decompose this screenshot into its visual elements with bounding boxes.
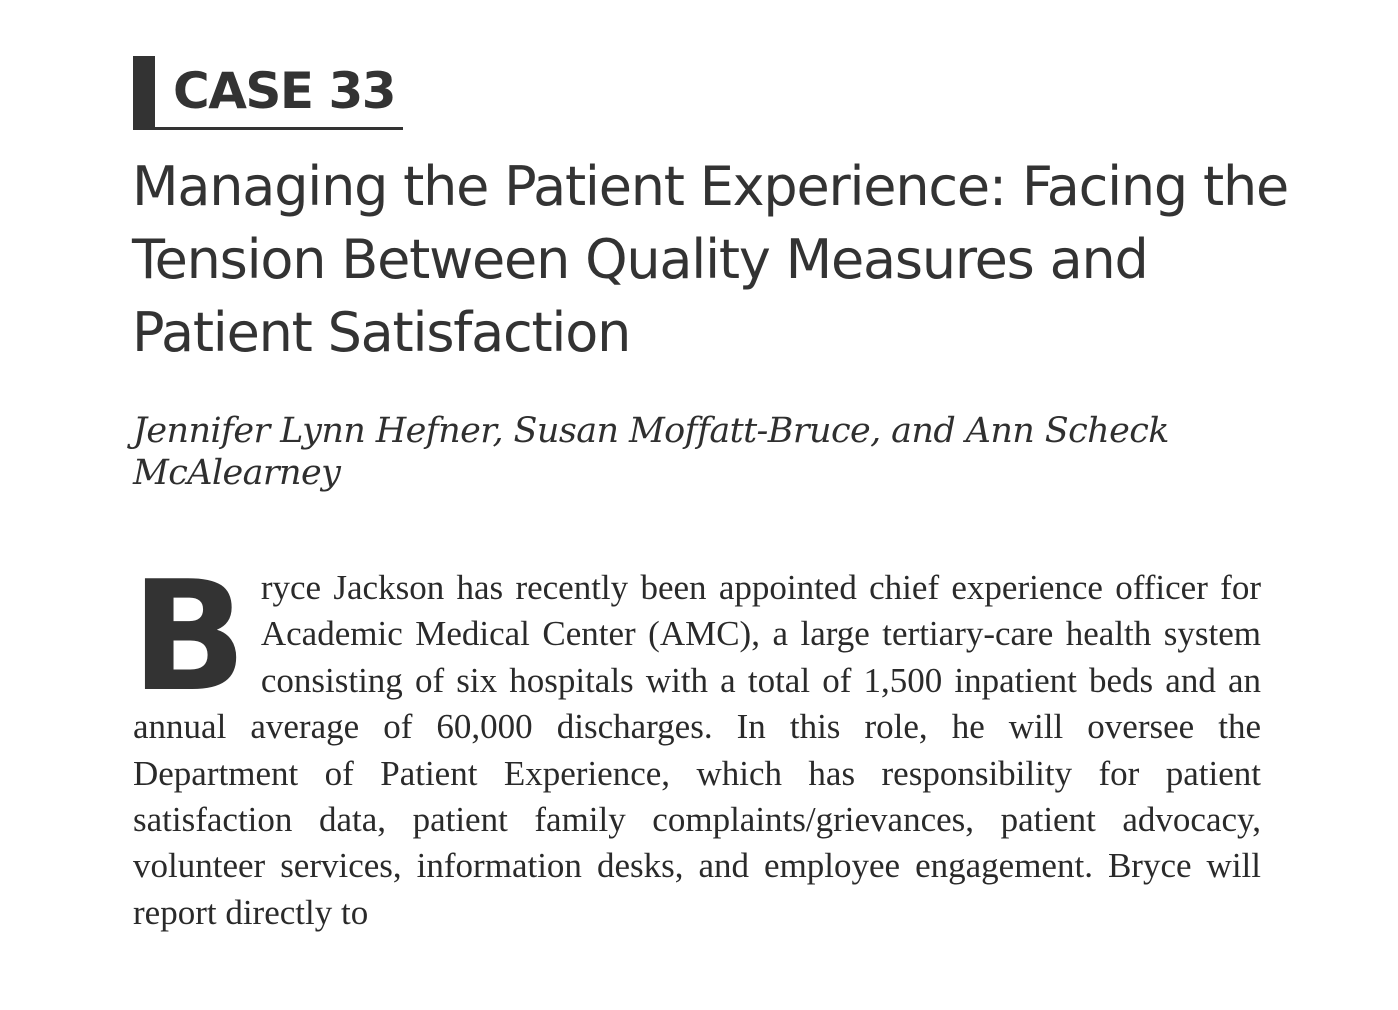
case-label-underline	[133, 127, 403, 130]
case-title: Managing the Patient Experience: Facing the Tension Between Quality Measures and Patient Satisfaction	[132, 155, 1288, 364]
case-number: CASE 33	[173, 62, 396, 120]
author-list: Jennifer Lynn Hefner, Susan Moffatt-Bruce, and Ann Scheck McAlearney	[133, 411, 1169, 493]
body-text: ryce Jackson has recently been appointed chief experience officer for Academic Medical Center (AMC), a large tertiary-care health system consisting of six hospitals with a total of 1,500 inpatient beds and an annual average of 60,000 discharges. In this role, he will oversee the Department of Patient Experience, which has responsibility for patient satisfaction data, patient family complaints/grievances, patient advocacy, volunteer services, information desks, and employee engagement. Bryce will report directly to	[133, 568, 1261, 932]
case-label-bar	[133, 56, 155, 128]
case-label	[133, 52, 403, 130]
body-paragraph	[131, 548, 1261, 936]
drop-cap: B	[131, 548, 247, 725]
